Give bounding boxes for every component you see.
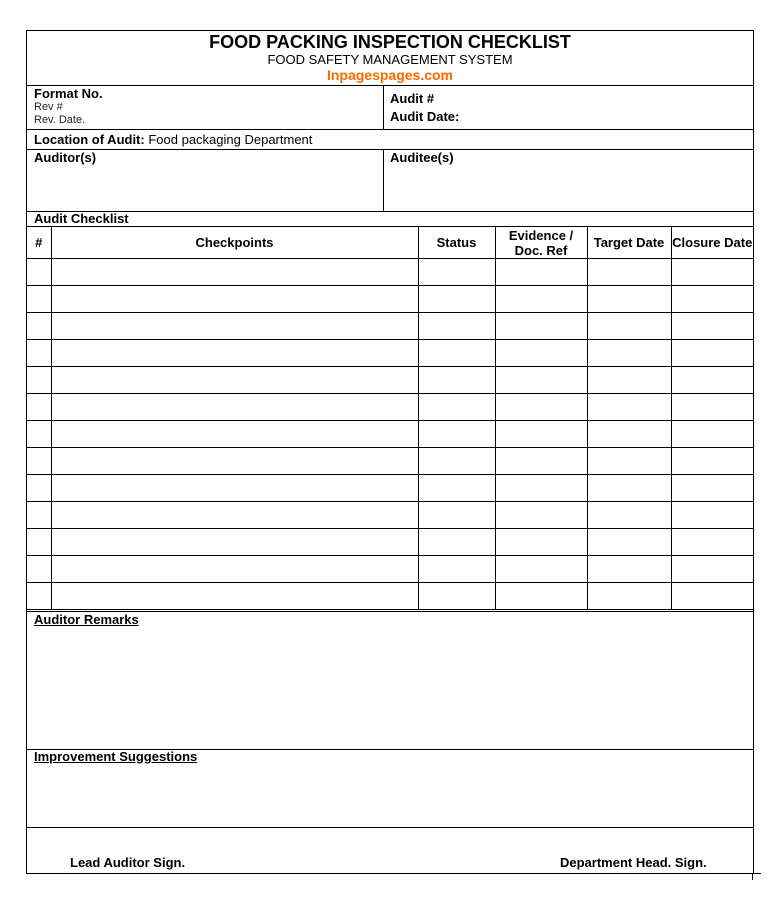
table-row xyxy=(27,313,753,340)
cell-evidence[interactable] xyxy=(495,367,587,394)
cell-closure-date[interactable] xyxy=(671,556,753,583)
location-label: Location of Audit: xyxy=(34,132,145,147)
table-row xyxy=(27,475,753,502)
cell-checkpoint[interactable] xyxy=(51,556,418,583)
cell-closure-date[interactable] xyxy=(671,502,753,529)
cell-number[interactable] xyxy=(27,475,51,502)
cell-status[interactable] xyxy=(418,421,495,448)
corner-mark xyxy=(752,873,761,880)
cell-number[interactable] xyxy=(27,340,51,367)
cell-evidence[interactable] xyxy=(495,475,587,502)
cell-closure-date[interactable] xyxy=(671,259,753,286)
rev-label: Rev # xyxy=(34,101,63,113)
cell-number[interactable] xyxy=(27,583,51,610)
checklist-header-row xyxy=(27,227,753,259)
cell-status[interactable] xyxy=(418,502,495,529)
cell-number[interactable] xyxy=(27,448,51,475)
format-no-label: Format No. xyxy=(34,86,103,101)
cell-closure-date[interactable] xyxy=(671,448,753,475)
cell-number[interactable] xyxy=(27,421,51,448)
department-head-sign: Department Head. Sign. xyxy=(560,855,707,870)
cell-evidence[interactable] xyxy=(495,313,587,340)
checklist-table xyxy=(27,227,753,610)
col-header-number: # xyxy=(27,227,51,259)
cell-evidence[interactable] xyxy=(495,502,587,529)
meta-divider xyxy=(383,86,384,129)
col-header-status: Status xyxy=(418,227,495,259)
cell-status[interactable] xyxy=(418,259,495,286)
cell-checkpoint[interactable] xyxy=(51,313,418,340)
auditor-remarks-label: Auditor Remarks xyxy=(34,612,139,627)
cell-evidence[interactable] xyxy=(495,340,587,367)
lead-auditor-sign: Lead Auditor Sign. xyxy=(70,855,186,870)
cell-closure-date[interactable] xyxy=(671,286,753,313)
table-row xyxy=(27,502,753,529)
table-row xyxy=(27,340,753,367)
cell-number[interactable] xyxy=(27,556,51,583)
cell-closure-date[interactable] xyxy=(671,394,753,421)
form-title: FOOD PACKING INSPECTION CHECKLIST xyxy=(209,32,571,52)
auditees-label: Auditee(s) xyxy=(390,150,454,165)
cell-number[interactable] xyxy=(27,394,51,421)
cell-number[interactable] xyxy=(27,286,51,313)
cell-status[interactable] xyxy=(418,340,495,367)
cell-target-date[interactable] xyxy=(587,502,671,529)
cell-status[interactable] xyxy=(418,448,495,475)
table-row xyxy=(27,556,753,583)
table-row xyxy=(27,367,753,394)
cell-target-date[interactable] xyxy=(587,448,671,475)
col-header-closure-date: Closure Date xyxy=(671,227,753,259)
table-row xyxy=(27,259,753,286)
table-row xyxy=(27,286,753,313)
cell-evidence[interactable] xyxy=(495,583,587,610)
cell-checkpoint[interactable] xyxy=(51,502,418,529)
cell-closure-date[interactable] xyxy=(671,340,753,367)
cell-target-date[interactable] xyxy=(587,421,671,448)
table-row xyxy=(27,448,753,475)
table-row xyxy=(27,394,753,421)
cell-number[interactable] xyxy=(27,502,51,529)
audit-no-label: Audit # xyxy=(390,91,435,106)
cell-closure-date[interactable] xyxy=(671,475,753,502)
cell-checkpoint[interactable] xyxy=(51,421,418,448)
cell-closure-date[interactable] xyxy=(671,529,753,556)
cell-status[interactable] xyxy=(418,313,495,340)
cell-checkpoint[interactable] xyxy=(51,340,418,367)
cell-target-date[interactable] xyxy=(587,556,671,583)
location-section xyxy=(27,130,753,150)
cell-status[interactable] xyxy=(418,583,495,610)
checklist-label-section xyxy=(27,212,753,227)
cell-checkpoint[interactable] xyxy=(51,367,418,394)
cell-target-date[interactable] xyxy=(587,529,671,556)
cell-status[interactable] xyxy=(418,367,495,394)
audit-date-label: Audit Date: xyxy=(390,109,460,124)
brand-watermark: Inpagespages.com xyxy=(326,67,454,83)
auditors-label: Auditor(s) xyxy=(34,150,97,165)
cell-checkpoint[interactable] xyxy=(51,286,418,313)
cell-checkpoint[interactable] xyxy=(51,583,418,610)
cell-evidence[interactable] xyxy=(495,259,587,286)
cell-checkpoint[interactable] xyxy=(51,259,418,286)
table-row xyxy=(27,583,753,610)
rev-date-label: Rev. Date. xyxy=(34,114,86,126)
cell-target-date[interactable] xyxy=(587,286,671,313)
cell-number[interactable] xyxy=(27,313,51,340)
improvement-label: Improvement Suggestions xyxy=(34,749,198,764)
cell-status[interactable] xyxy=(418,529,495,556)
cell-checkpoint[interactable] xyxy=(51,394,418,421)
cell-closure-date[interactable] xyxy=(671,583,753,610)
cell-closure-date[interactable] xyxy=(671,313,753,340)
people-divider xyxy=(383,150,384,211)
cell-status[interactable] xyxy=(418,475,495,502)
cell-number[interactable] xyxy=(27,259,51,286)
cell-evidence[interactable] xyxy=(495,556,587,583)
cell-status[interactable] xyxy=(418,556,495,583)
inspection-form xyxy=(26,30,754,874)
cell-checkpoint[interactable] xyxy=(51,529,418,556)
table-row xyxy=(27,529,753,556)
cell-closure-date[interactable] xyxy=(671,421,753,448)
cell-closure-date[interactable] xyxy=(671,367,753,394)
auditor-remarks-section xyxy=(27,611,753,750)
cell-checkpoint[interactable] xyxy=(51,475,418,502)
cell-evidence[interactable] xyxy=(495,286,587,313)
col-header-target-date: Target Date xyxy=(587,227,671,259)
cell-target-date[interactable] xyxy=(587,340,671,367)
col-header-evidence: Evidence / Doc. Ref xyxy=(495,227,587,259)
cell-evidence[interactable] xyxy=(495,394,587,421)
cell-evidence[interactable] xyxy=(495,421,587,448)
cell-checkpoint[interactable] xyxy=(51,448,418,475)
cell-target-date[interactable] xyxy=(587,259,671,286)
cell-target-date[interactable] xyxy=(587,475,671,502)
cell-status[interactable] xyxy=(418,394,495,421)
people-section xyxy=(27,150,753,212)
location-value: Food packaging Department xyxy=(148,132,313,147)
cell-target-date[interactable] xyxy=(587,583,671,610)
cell-evidence[interactable] xyxy=(495,529,587,556)
cell-number[interactable] xyxy=(27,367,51,394)
form-subtitle: FOOD SAFETY MANAGEMENT SYSTEM xyxy=(267,52,513,67)
cell-target-date[interactable] xyxy=(587,394,671,421)
cell-status[interactable] xyxy=(418,286,495,313)
meta-section xyxy=(27,86,753,130)
improvement-section xyxy=(27,750,753,828)
cell-number[interactable] xyxy=(27,529,51,556)
table-row xyxy=(27,421,753,448)
signature-section xyxy=(27,828,753,873)
cell-evidence[interactable] xyxy=(495,448,587,475)
cell-target-date[interactable] xyxy=(587,313,671,340)
checklist-label: Audit Checklist xyxy=(34,211,129,226)
col-header-checkpoints: Checkpoints xyxy=(51,227,418,259)
form-header xyxy=(27,31,753,86)
cell-target-date[interactable] xyxy=(587,367,671,394)
